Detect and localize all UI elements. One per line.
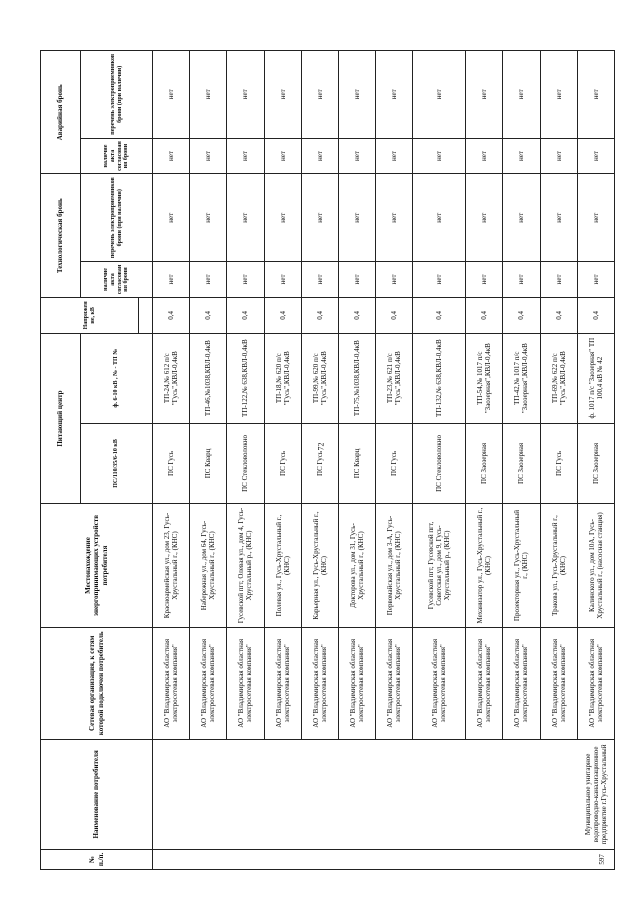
cell-voltage: 0,4 — [466, 297, 503, 333]
cell-ps: ПС Гусь — [540, 423, 577, 504]
cell-voltage: 0,4 — [376, 297, 413, 333]
cell-tech-list: нет — [301, 174, 338, 262]
cell-network-org: АО "Владимирская областная электросетевая компания" — [577, 627, 614, 739]
cell-ps: ПС Кварц — [338, 423, 375, 504]
header-ps-substation: ПС/110/35/6-10 кВ — [81, 423, 153, 504]
cell-tech-list: нет — [413, 174, 466, 262]
cell-tech-list: нет — [466, 174, 503, 262]
cell-feeder: ТП-69,№ 622 п/с "Гусь",КВЛ-0,4кВ — [540, 333, 577, 423]
cell-emergency-agreement: нет — [153, 138, 190, 174]
cell-feeder: ТП-132,№ 638,КВЛ-0,4кВ — [413, 333, 466, 423]
cell-emergency-agreement: нет — [466, 138, 503, 174]
cell-emergency-list: нет — [190, 51, 227, 139]
cell-ps: ПС Заозерная — [466, 423, 503, 504]
cell-voltage: 0,4 — [153, 297, 190, 333]
cell-emergency-agreement: нет — [413, 138, 466, 174]
cell-tech-list: нет — [503, 174, 540, 262]
group-consumer-name: Муниципальное унитарное водопроводно-канализационное предприятие г.Гусь-Хрустальный — [153, 739, 615, 849]
cell-location: Гусевской пгт, Олевая ул., дом 4, Гусь-Хрустальный р., (КНС) — [227, 504, 264, 627]
cell-emergency-agreement: нет — [540, 138, 577, 174]
group-number: 597 — [153, 849, 615, 869]
header-feeder-substation: ф. 6-10 кВ , № - ТП № — [81, 333, 153, 423]
cell-voltage: 0,4 — [301, 297, 338, 333]
cell-network-org: АО "Владимирская областная электросетевая компания" — [540, 627, 577, 739]
header-voltage-spacer — [139, 297, 153, 333]
table-row — [153, 51, 190, 870]
cell-emergency-agreement: нет — [376, 138, 413, 174]
cell-feeder: ТП-23,№ 621 п/с "Гусь",КВЛ-0,4кВ — [376, 333, 413, 423]
cell-tech-agreement: нет — [540, 262, 577, 298]
cell-tech-agreement: нет — [338, 262, 375, 298]
cell-feeder: ТП-122,№ 638,КВЛ-0,4кВ — [227, 333, 264, 423]
cell-network-org: АО "Владимирская областная электросетевая компания" — [190, 627, 227, 739]
cell-emergency-list: нет — [227, 51, 264, 139]
cell-emergency-list: нет — [466, 51, 503, 139]
cell-location: Докторова ул., дом 31, Гусь-Хрустальный г., (КНС) — [338, 504, 375, 627]
header-consumer-name: Наименование потребителя — [41, 739, 153, 849]
cell-tech-agreement: нет — [413, 262, 466, 298]
cell-ps: ПС Стекловолокно — [413, 423, 466, 504]
cell-feeder: ТП-18,№ 620 п/с "Гусь",КВЛ-0,4кВ — [264, 333, 301, 423]
cell-voltage: 0,4 — [227, 297, 264, 333]
header-emergency-list: перечень электроприемников брони (при наличии) — [81, 51, 153, 139]
header-network-org: Сетевая организация, к сетям которой подключен потребитель — [41, 627, 153, 739]
page-number: 72 — [316, 442, 326, 451]
cell-location: Красноармейская ул., дом 23, Гусь-Хрустальный г., (КНС) — [153, 504, 190, 627]
cell-network-org: АО "Владимирская областная электросетевая компания" — [376, 627, 413, 739]
cell-tech-agreement: нет — [153, 262, 190, 298]
header-tech-list: перечень электроприемников брони (при наличии) — [81, 174, 153, 262]
cell-feeder: ТП-24,№ 612 п/с "Гусь",КВЛ-0,4кВ — [153, 333, 190, 423]
cell-voltage: 0,4 — [264, 297, 301, 333]
cell-location: Первомайская ул., дом 3-А, Гусь-Хрустальный г., (КНС) — [376, 504, 413, 627]
reserve-table — [40, 50, 615, 870]
cell-emergency-list: нет — [503, 51, 540, 139]
cell-ps: ПС Гусь — [153, 423, 190, 504]
cell-tech-list: нет — [153, 174, 190, 262]
cell-network-org: АО "Владимирская областная электросетевая компания" — [264, 627, 301, 739]
cell-ps: ПС Заозерная — [577, 423, 614, 504]
cell-emergency-agreement: нет — [338, 138, 375, 174]
cell-ps: ПС Заозерная — [503, 423, 540, 504]
header-num: № п./п. — [41, 849, 153, 869]
cell-ps: ПС Кварц — [190, 423, 227, 504]
cell-location: Калинского ул., дом 10А, Гусь-Хрустальный г., (насосная станция) — [577, 504, 614, 627]
header-tech-agreement: наличие акта согласования брони — [81, 262, 153, 298]
cell-tech-list: нет — [540, 174, 577, 262]
cell-emergency-list: нет — [338, 51, 375, 139]
cell-location: Гусевской пгт, Гусевской пгт, Советская ул., дом 9, Гусь-Хрустальный р., (КНС) — [413, 504, 466, 627]
cell-network-org: АО "Владимирская областная электросетевая компания" — [227, 627, 264, 739]
cell-network-org: АО "Владимирская областная электросетевая компания" — [301, 627, 338, 739]
cell-feeder: ТП-75,№1038,КВЛ-0,4кВ — [338, 333, 375, 423]
cell-emergency-agreement: нет — [301, 138, 338, 174]
cell-location: Тракова ул., Гусь-Хрустальный г., (КНС) — [540, 504, 577, 627]
cell-emergency-agreement: нет — [577, 138, 614, 174]
cell-ps: ПС Гусь — [264, 423, 301, 504]
header-tech-reserve: Технологическая бронь — [41, 174, 81, 297]
cell-emergency-list: нет — [577, 51, 614, 139]
cell-voltage: 0,4 — [577, 297, 614, 333]
cell-voltage: 0,4 — [190, 297, 227, 333]
cell-tech-agreement: нет — [264, 262, 301, 298]
cell-emergency-list: нет — [153, 51, 190, 139]
header-emergency-reserve: Аварийная бронь — [41, 51, 81, 174]
cell-tech-agreement: нет — [503, 262, 540, 298]
cell-location: Полевая ул., Гусь-Хрустальный г., (КНС) — [264, 504, 301, 627]
cell-voltage: 0,4 — [540, 297, 577, 333]
cell-network-org: АО "Владимирская областная электросетевая компания" — [153, 627, 190, 739]
cell-tech-agreement: нет — [190, 262, 227, 298]
cell-voltage: 0,4 — [503, 297, 540, 333]
cell-tech-agreement: нет — [577, 262, 614, 298]
cell-tech-list: нет — [264, 174, 301, 262]
cell-emergency-list: нет — [540, 51, 577, 139]
cell-tech-list: нет — [338, 174, 375, 262]
cell-emergency-agreement: нет — [190, 138, 227, 174]
cell-network-org: АО "Владимирская областная электросетевая компания" — [466, 627, 503, 739]
cell-feeder: ТП-54,№ 1017 п/с "Заозерная",КВЛ-0,4кВ — [466, 333, 503, 423]
header-location: Местонахождение энергопринимающих устройств потребителя — [41, 504, 153, 627]
cell-tech-list: нет — [190, 174, 227, 262]
cell-emergency-agreement: нет — [503, 138, 540, 174]
cell-emergency-agreement: нет — [227, 138, 264, 174]
rotated-page — [40, 50, 615, 870]
cell-location: Набережная ул., дом 64, Гусь-Хрустальный г., (КНС) — [190, 504, 227, 627]
cell-feeder: ТП-99,№ 620 п/с "Гусь",КВЛ-0,4кВ — [301, 333, 338, 423]
cell-feeder: ТП-46,№1038,КВЛ-0,4кВ — [190, 333, 227, 423]
cell-feeder: ф. 1017 п/с "Заозерная" ТП 100,4 кВ № 42 — [577, 333, 614, 423]
cell-feeder: ТП-42,№ 1017 п/с "Заозерная",КВЛ-0,4кВ — [503, 333, 540, 423]
cell-tech-agreement: нет — [301, 262, 338, 298]
cell-location: Карьерная ул., Гусь-Хрустальный г., (КНС) — [301, 504, 338, 627]
table-body — [153, 51, 615, 870]
table-head — [41, 51, 153, 870]
cell-emergency-list: нет — [264, 51, 301, 139]
cell-emergency-list: нет — [301, 51, 338, 139]
cell-tech-agreement: нет — [227, 262, 264, 298]
header-voltage: Напряжение, кВ — [41, 297, 139, 333]
cell-emergency-list: нет — [413, 51, 466, 139]
cell-emergency-agreement: нет — [264, 138, 301, 174]
header-emergency-agreement: наличие акта согласования брони — [81, 138, 153, 174]
cell-voltage: 0,4 — [338, 297, 375, 333]
cell-network-org: АО "Владимирская областная электросетевая компания" — [338, 627, 375, 739]
cell-tech-list: нет — [227, 174, 264, 262]
cell-ps: ПС Стекловолокно — [227, 423, 264, 504]
cell-tech-list: нет — [376, 174, 413, 262]
header-power-center: Питающий центр — [41, 333, 81, 504]
cell-voltage: 0,4 — [413, 297, 466, 333]
cell-tech-agreement: нет — [466, 262, 503, 298]
cell-location: Прозекторная ул., Гусь-Хрустальный г., (КНС) — [503, 504, 540, 627]
cell-tech-agreement: нет — [376, 262, 413, 298]
cell-network-org: АО "Владимирская областная электросетевая компания" — [503, 627, 540, 739]
cell-ps: ПС Гусь — [301, 423, 338, 504]
cell-tech-list: нет — [577, 174, 614, 262]
cell-ps: ПС Гусь — [376, 423, 413, 504]
cell-network-org: АО "Владимирская областная электросетевая компания" — [413, 627, 466, 739]
cell-emergency-list: нет — [376, 51, 413, 139]
cell-location: Механизатор ул., Гусь-Хрустальный г., (КНС) — [466, 504, 503, 627]
